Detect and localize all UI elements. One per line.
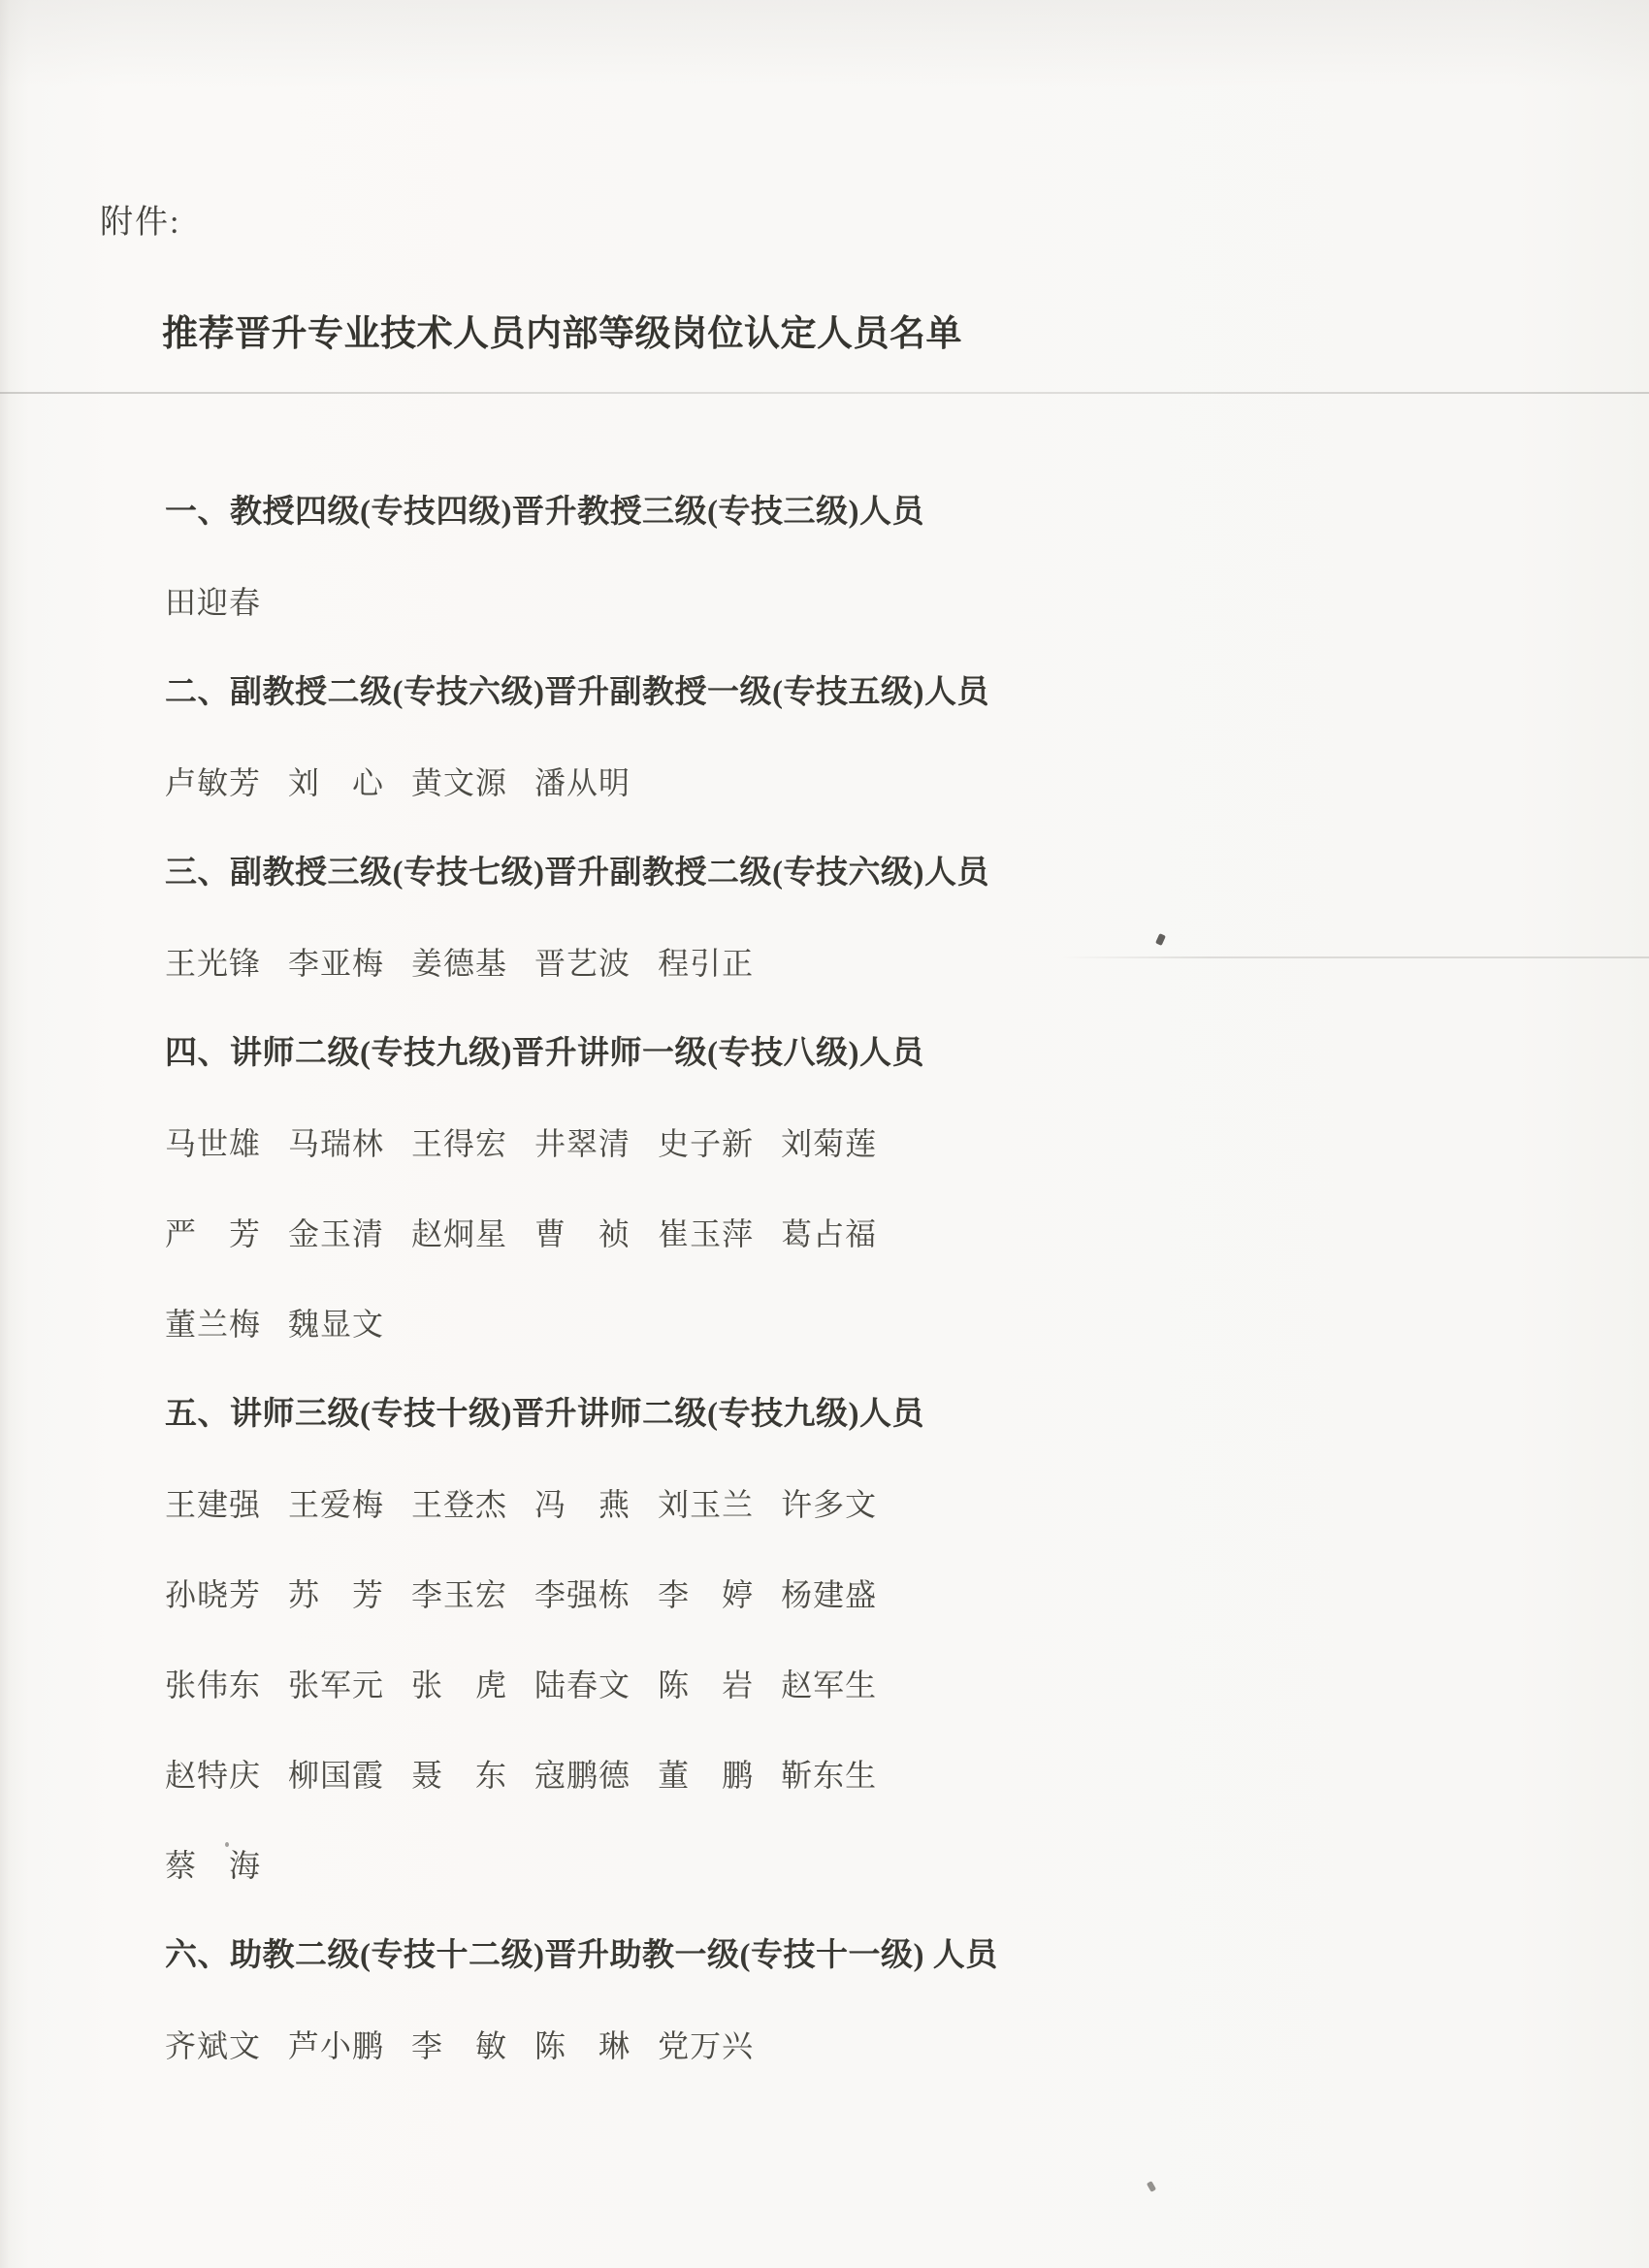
- attachment-label: 附件:: [100, 205, 181, 241]
- person-name: 程引正: [658, 946, 755, 981]
- name-row: [165, 1664, 1600, 1706]
- person-name: 田迎春: [165, 585, 262, 620]
- person-name: 冯 燕: [534, 1487, 631, 1522]
- name-row: [165, 1122, 1600, 1165]
- promotion-section: [165, 1032, 1600, 1393]
- name-row: [165, 1573, 1600, 1616]
- person-name: 李玉宏: [411, 1577, 508, 1612]
- person-name: 赵特庆: [165, 1758, 262, 1793]
- person-name: 董兰梅: [165, 1307, 262, 1342]
- person-name: 井翠清: [534, 1126, 631, 1161]
- promotion-section: [165, 852, 1600, 1032]
- person-name: 靳东生: [781, 1758, 878, 1793]
- person-name: 魏显文: [288, 1307, 385, 1342]
- person-name: 陈 岩: [658, 1668, 755, 1702]
- scan-speck: [1147, 2181, 1156, 2192]
- person-name: 黄文源: [411, 765, 508, 800]
- person-name: 严 芳: [165, 1216, 262, 1251]
- person-name: 董 鹏: [658, 1758, 755, 1793]
- section-heading: 二、副教授二级(专技六级)晋升副教授一级(专技五级)人员: [165, 675, 989, 710]
- promotion-section: [165, 491, 1600, 671]
- person-name: 党万兴: [658, 2028, 755, 2063]
- person-name: 马世雄: [165, 1126, 262, 1161]
- person-name: 卢敏芳: [165, 765, 262, 800]
- person-name: 李 敏: [411, 2028, 508, 2063]
- name-row: [165, 1754, 1600, 1797]
- person-name: 王得宏: [411, 1126, 508, 1161]
- person-name: 金玉清: [288, 1216, 385, 1251]
- person-name: 杨建盛: [781, 1577, 878, 1612]
- person-name: 史子新: [658, 1126, 755, 1161]
- section-heading: 五、讲师三级(专技十级)晋升讲师二级(专技九级)人员: [165, 1397, 924, 1432]
- section-heading: 四、讲师二级(专技九级)晋升讲师一级(专技八级)人员: [165, 1036, 924, 1071]
- person-name: 聂 东: [411, 1758, 508, 1793]
- person-name: 晋艺波: [534, 946, 631, 981]
- person-name: 芦小鹏: [288, 2028, 385, 2063]
- promotion-section: [165, 1934, 1600, 2115]
- person-name: 李强栋: [534, 1577, 631, 1612]
- name-row: [165, 1483, 1600, 1526]
- section-heading: 六、助教二级(专技十二级)晋升助教一级(专技十一级) 人员: [165, 1938, 998, 1973]
- person-name: 王爱梅: [288, 1487, 385, 1522]
- name-row: [165, 761, 1600, 804]
- person-name: 刘 心: [288, 765, 385, 800]
- person-name: 潘从明: [534, 765, 631, 800]
- person-name: 苏 芳: [288, 1577, 385, 1612]
- person-name: 陈 琳: [534, 2028, 631, 2063]
- person-name: 许多文: [781, 1487, 878, 1522]
- person-name: 齐斌文: [165, 2028, 262, 2063]
- person-name: 赵炯星: [411, 1216, 508, 1251]
- person-name: 张军元: [288, 1668, 385, 1702]
- person-name: 葛占福: [781, 1216, 878, 1251]
- name-row: [165, 1303, 1600, 1345]
- person-name: 陆春文: [534, 1668, 631, 1702]
- person-name: 柳国霞: [288, 1758, 385, 1793]
- name-row: [165, 1213, 1600, 1255]
- promotion-section: [165, 1393, 1600, 1934]
- person-name: 刘玉兰: [658, 1487, 755, 1522]
- name-row: [165, 581, 1600, 624]
- person-name: 王光锋: [165, 946, 262, 981]
- scan-fold-line: [0, 392, 1649, 394]
- person-name: 王登杰: [411, 1487, 508, 1522]
- promotion-section: [165, 671, 1600, 852]
- section-heading: 一、教授四级(专技四级)晋升教授三级(专技三级)人员: [165, 495, 924, 530]
- name-row: [165, 2025, 1600, 2067]
- person-name: 姜德基: [411, 946, 508, 981]
- person-name: 张伟东: [165, 1668, 262, 1702]
- name-row: [165, 942, 1600, 985]
- person-name: 李亚梅: [288, 946, 385, 981]
- person-name: 李 婷: [658, 1577, 755, 1612]
- person-name: 王建强: [165, 1487, 262, 1522]
- document-title: 推荐晋升专业技术人员内部等级岗位认定人员名单: [162, 314, 962, 354]
- person-name: 孙晓芳: [165, 1577, 262, 1612]
- sections-container: [165, 491, 1600, 2115]
- person-name: 刘菊莲: [781, 1126, 878, 1161]
- person-name: 蔡 海: [165, 1848, 262, 1883]
- person-name: 马瑞林: [288, 1126, 385, 1161]
- person-name: 寇鹏德: [534, 1758, 631, 1793]
- person-name: 张 虎: [411, 1668, 508, 1702]
- name-row: [165, 1844, 1600, 1887]
- person-name: 崔玉萍: [658, 1216, 755, 1251]
- section-heading: 三、副教授三级(专技七级)晋升副教授二级(专技六级)人员: [165, 856, 989, 891]
- person-name: 曹 祯: [534, 1216, 631, 1251]
- person-name: 赵军生: [781, 1668, 878, 1702]
